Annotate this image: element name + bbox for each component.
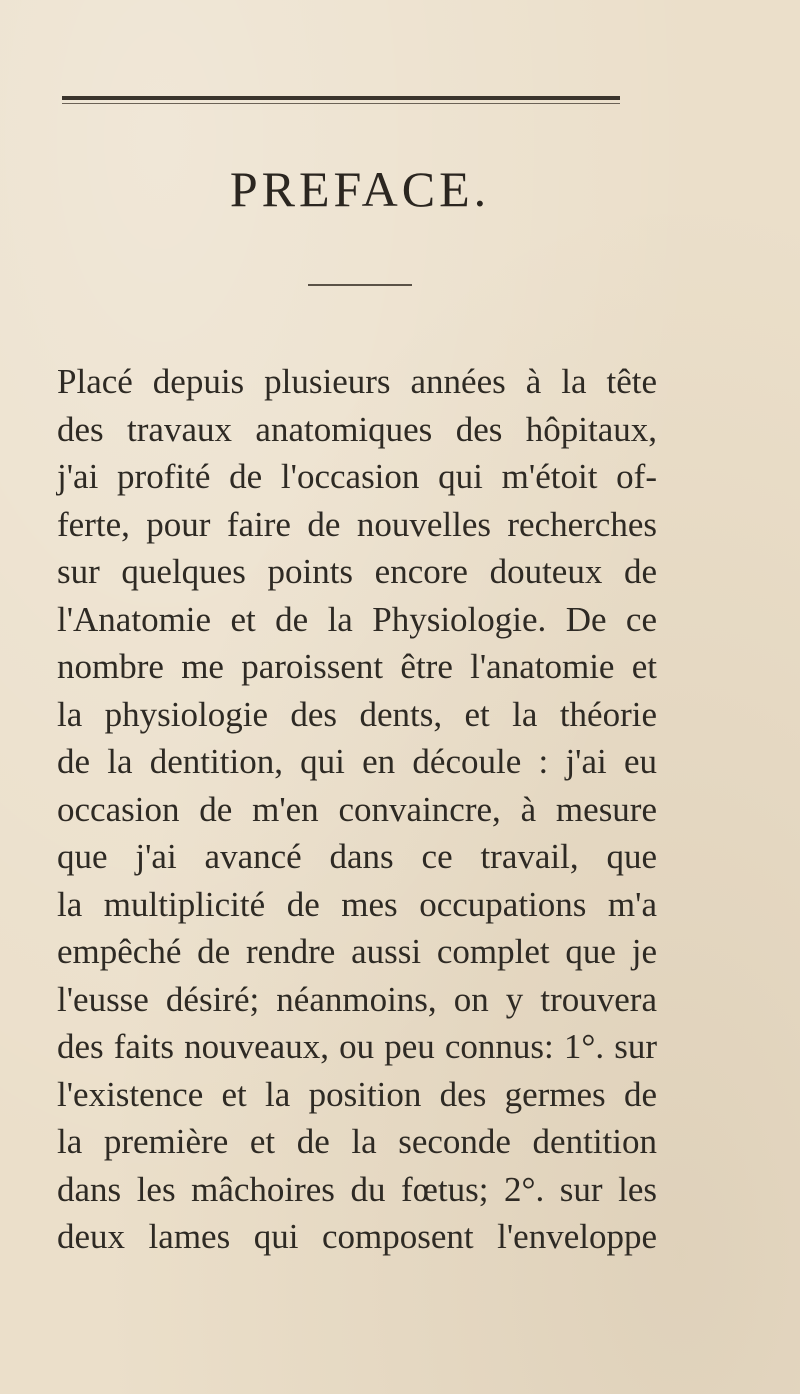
page-title: PREFACE. bbox=[229, 161, 491, 217]
text-line: deux lames qui composent l'enveloppe bbox=[57, 1217, 657, 1256]
title-ornament-rule bbox=[308, 284, 412, 286]
top-rule-thin bbox=[62, 103, 620, 104]
text-line: l'Anatomie et de la Physiologie. De ce bbox=[57, 599, 657, 639]
body-text bbox=[57, 358, 657, 1261]
text-line: des travaux anatomiques des hôpitaux, bbox=[57, 409, 657, 449]
text-line: j'ai profité de l'occasion qui m'étoit of- bbox=[57, 457, 657, 496]
text-line: la physiologie des dents, et la théorie bbox=[57, 694, 657, 734]
text-line: que j'ai avancé dans ce travail, que bbox=[57, 837, 657, 876]
text-line: dans les mâchoires du fœtus; 2°. sur les bbox=[57, 1169, 657, 1209]
text-line: nombre me paroissent être l'anatomie et bbox=[57, 647, 657, 686]
text-line: empêché de rendre aussi complet que je bbox=[57, 932, 657, 971]
text-line: la première et de la seconde dentition bbox=[57, 1122, 657, 1161]
top-rule bbox=[62, 96, 620, 100]
text-line: de la dentition, qui en découle : j'ai eu bbox=[57, 742, 657, 781]
text-line: l'eusse désiré; néanmoins, on y trouvera bbox=[57, 979, 657, 1019]
text-line: Placé depuis plusieurs années à la tête bbox=[57, 362, 657, 401]
text-line: la multiplicité de mes occupations m'a bbox=[57, 884, 657, 924]
text-line: l'existence et la position des germes de bbox=[57, 1074, 657, 1114]
text-line: ferte, pour faire de nouvelles recherches bbox=[57, 504, 657, 544]
text-line: des faits nouveaux, ou peu connus: 1°. sur bbox=[57, 1027, 657, 1066]
text-line: sur quelques points encore douteux de bbox=[57, 552, 657, 591]
text-line: occasion de m'en convaincre, à mesure bbox=[57, 789, 657, 829]
